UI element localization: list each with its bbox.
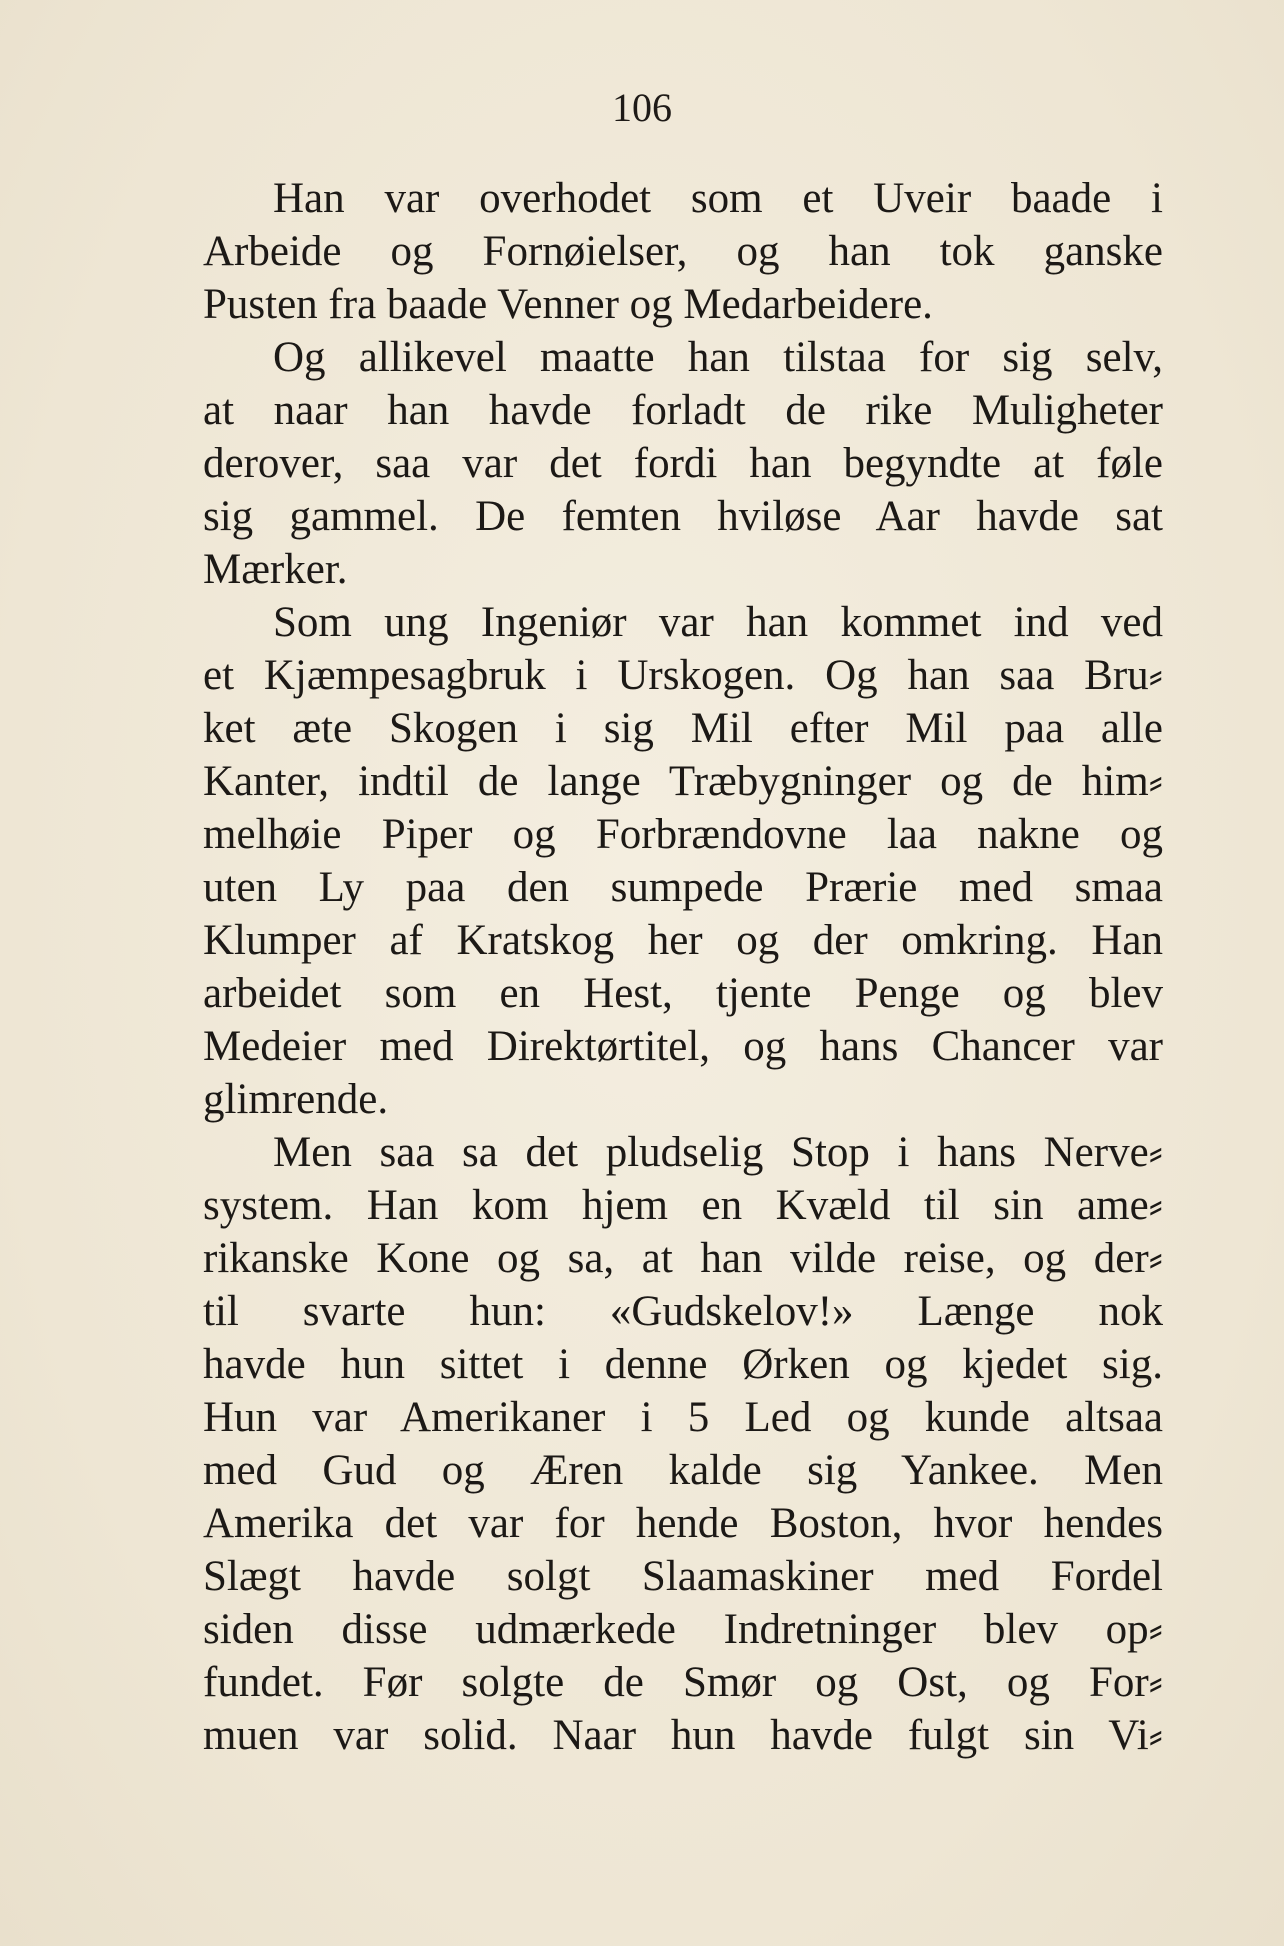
- page-number: 106: [612, 85, 672, 130]
- text-line: ket æte Skogen i sig Mil efter Mil paa alle: [203, 705, 1163, 752]
- text-line: uten Ly paa den sumpede Prærie med smaa: [203, 864, 1163, 911]
- text-line: arbeidet som en Hest, tjente Penge og blev: [203, 970, 1163, 1017]
- text-line: Arbeide og Fornøielser, og han tok ganske: [203, 228, 1163, 275]
- text-line: fundet. Før solgte de Smør og Ost, og For⸗: [203, 1659, 1163, 1706]
- text-line: Mærker.: [203, 546, 348, 593]
- text-line: Klumper af Kratskog her og der omkring. Han: [203, 917, 1163, 964]
- text-line: derover, saa var det fordi han begyndte at føle: [203, 440, 1163, 487]
- text-line: Amerika det var for hende Boston, hvor hendes: [203, 1500, 1163, 1547]
- text-line: Slægt havde solgt Slaamaskiner med Fordel: [203, 1553, 1163, 1600]
- text-line: siden disse udmærkede Indretninger blev op⸗: [203, 1606, 1163, 1653]
- text-line: Medeier med Direktørtitel, og hans Chancer var: [203, 1023, 1163, 1070]
- text-line: system. Han kom hjem en Kvæld til sin ame⸗: [203, 1182, 1163, 1229]
- text-line: Men saa sa det pludselig Stop i hans Nerve⸗: [273, 1129, 1163, 1176]
- text-line: med Gud og Æren kalde sig Yankee. Men: [203, 1447, 1163, 1494]
- text-line: Kanter, indtil de lange Træbygninger og de him⸗: [203, 758, 1163, 805]
- text-line: muen var solid. Naar hun havde fulgt sin Vi⸗: [203, 1712, 1163, 1759]
- text-line: Pusten fra baade Venner og Medarbeidere.: [203, 281, 933, 328]
- body-text: [203, 172, 1163, 1762]
- text-line: Han var overhodet som et Uveir baade i: [273, 175, 1163, 222]
- text-line: sig gammel. De femten hviløse Aar havde sat: [203, 493, 1163, 540]
- text-line: at naar han havde forladt de rike Muligheter: [203, 387, 1163, 434]
- text-line: Som ung Ingeniør var han kommet ind ved: [273, 599, 1163, 646]
- text-line: glimrende.: [203, 1076, 389, 1123]
- text-line: et Kjæmpesagbruk i Urskogen. Og han saa Bru⸗: [203, 652, 1163, 699]
- text-line: havde hun sittet i denne Ørken og kjedet sig.: [203, 1341, 1163, 1388]
- text-line: til svarte hun: «Gudskelov!» Længe nok: [203, 1288, 1163, 1335]
- text-line: melhøie Piper og Forbrændovne laa nakne og: [203, 811, 1163, 858]
- text-line: Hun var Amerikaner i 5 Led og kunde altsaa: [203, 1394, 1163, 1441]
- text-line: rikanske Kone og sa, at han vilde reise, og der⸗: [203, 1235, 1163, 1282]
- text-line: Og allikevel maatte han tilstaa for sig selv,: [273, 334, 1163, 381]
